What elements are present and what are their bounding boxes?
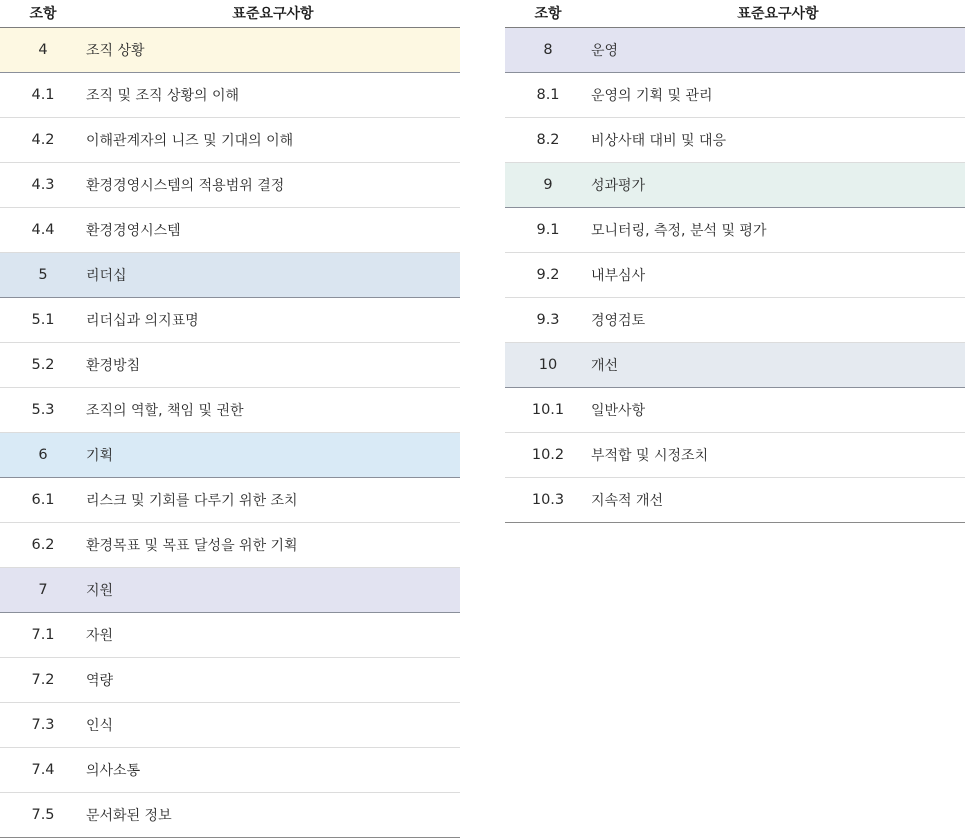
- clause-number: 7.3: [31, 717, 55, 733]
- table-row: [0, 163, 460, 208]
- clause-table-right: [505, 0, 965, 523]
- requirement-text: 지속적 개선: [591, 493, 664, 509]
- requirement-text: 자원: [86, 628, 114, 644]
- clause-number: 9: [543, 177, 553, 193]
- table-row: [505, 298, 965, 343]
- requirement-text: 조직 상황: [86, 43, 145, 59]
- requirement-header: 표준요구사항: [232, 6, 314, 22]
- clause-number: 4.3: [31, 177, 55, 193]
- table-row: [0, 703, 460, 748]
- requirement-text: 리스크 및 기회를 다루기 위한 조치: [86, 493, 298, 509]
- clause-header: 조항: [29, 6, 57, 22]
- clause-number: 10: [538, 357, 558, 373]
- section-row: [0, 253, 460, 298]
- requirement-text: 환경경영시스템: [86, 223, 181, 239]
- requirement-text: 조직의 역할, 책임 및 권한: [86, 403, 244, 419]
- clause-number: 7.1: [31, 627, 55, 643]
- clause-number: 7.2: [31, 672, 55, 688]
- clause-number: 10.3: [531, 492, 565, 508]
- requirement-text: 성과평가: [591, 178, 646, 194]
- section-row: [0, 568, 460, 613]
- table-row: [505, 478, 965, 523]
- section-row: [0, 28, 460, 73]
- requirement-text: 조직 및 조직 상황의 이해: [86, 88, 240, 104]
- requirement-text: 모니터링, 측정, 분석 및 평가: [591, 223, 767, 239]
- requirement-text: 경영검토: [591, 313, 646, 329]
- table-row: [0, 343, 460, 388]
- clause-number: 5.2: [31, 357, 55, 373]
- requirement-text: 일반사항: [591, 403, 646, 419]
- table-row: [505, 433, 965, 478]
- clause-number: 4.4: [31, 222, 55, 238]
- clause-number: 4.1: [31, 87, 55, 103]
- clause-number: 7.5: [31, 807, 55, 823]
- table-row: [0, 73, 460, 118]
- clause-number: 6: [38, 447, 48, 463]
- clause-number: 6.1: [31, 492, 55, 508]
- requirement-text: 인식: [86, 718, 114, 734]
- table-row: [0, 478, 460, 523]
- requirement-text: 이해관계자의 니즈 및 기대의 이해: [86, 133, 294, 149]
- table-row: [0, 748, 460, 793]
- clause-number: 5: [38, 267, 48, 283]
- table-row: [0, 298, 460, 343]
- clause-number: 9.1: [536, 222, 560, 238]
- requirement-header: 표준요구사항: [737, 6, 819, 22]
- table-body: [0, 28, 460, 838]
- clause-number: 10.2: [531, 447, 565, 463]
- clause-number: 4.2: [31, 132, 55, 148]
- requirement-text: 리더십: [86, 268, 127, 284]
- section-row: [505, 163, 965, 208]
- clause-number: 9.2: [536, 267, 560, 283]
- clause-number: 7.4: [31, 762, 55, 778]
- table-row: [505, 253, 965, 298]
- table-header: [505, 0, 965, 28]
- table-row: [0, 118, 460, 163]
- clause-header: 조항: [534, 6, 562, 22]
- clause-number: 5.3: [31, 402, 55, 418]
- requirement-text: 환경방침: [86, 358, 141, 374]
- requirement-text: 환경경영시스템의 적용범위 결정: [86, 178, 285, 194]
- requirement-text: 비상사태 대비 및 대응: [591, 133, 727, 149]
- requirement-text: 개선: [591, 358, 619, 374]
- clause-number: 6.2: [31, 537, 55, 553]
- clause-table-left: [0, 0, 460, 838]
- table-row: [0, 523, 460, 568]
- clause-number: 9.3: [536, 312, 560, 328]
- clause-number: 5.1: [31, 312, 55, 328]
- table-body: [505, 28, 965, 523]
- table-row: [0, 388, 460, 433]
- section-row: [505, 343, 965, 388]
- clause-number: 8.2: [536, 132, 560, 148]
- requirement-text: 부적합 및 시정조치: [591, 448, 709, 464]
- table-row: [505, 73, 965, 118]
- table-row: [505, 118, 965, 163]
- table-row: [0, 793, 460, 838]
- requirement-text: 의사소통: [86, 763, 141, 779]
- requirement-text: 운영의 기획 및 관리: [591, 88, 713, 104]
- table-row: [0, 208, 460, 253]
- table-row: [505, 208, 965, 253]
- section-row: [505, 28, 965, 73]
- requirement-text: 지원: [86, 583, 114, 599]
- requirement-text: 내부심사: [591, 268, 646, 284]
- requirement-text: 리더십과 의지표명: [86, 313, 199, 329]
- table-header: [0, 0, 460, 28]
- clause-number: 8.1: [536, 87, 560, 103]
- table-row: [0, 613, 460, 658]
- clause-number: 4: [38, 42, 48, 58]
- table-row: [0, 658, 460, 703]
- requirement-text: 기획: [86, 448, 114, 464]
- requirement-text: 환경목표 및 목표 달성을 위한 기획: [86, 538, 298, 554]
- section-row: [0, 433, 460, 478]
- clause-number: 8: [543, 42, 553, 58]
- requirement-text: 운영: [591, 43, 619, 59]
- requirement-text: 문서화된 정보: [86, 808, 172, 824]
- requirement-text: 역량: [86, 673, 114, 689]
- clause-number: 7: [38, 582, 48, 598]
- table-row: [505, 388, 965, 433]
- clause-number: 10.1: [531, 402, 565, 418]
